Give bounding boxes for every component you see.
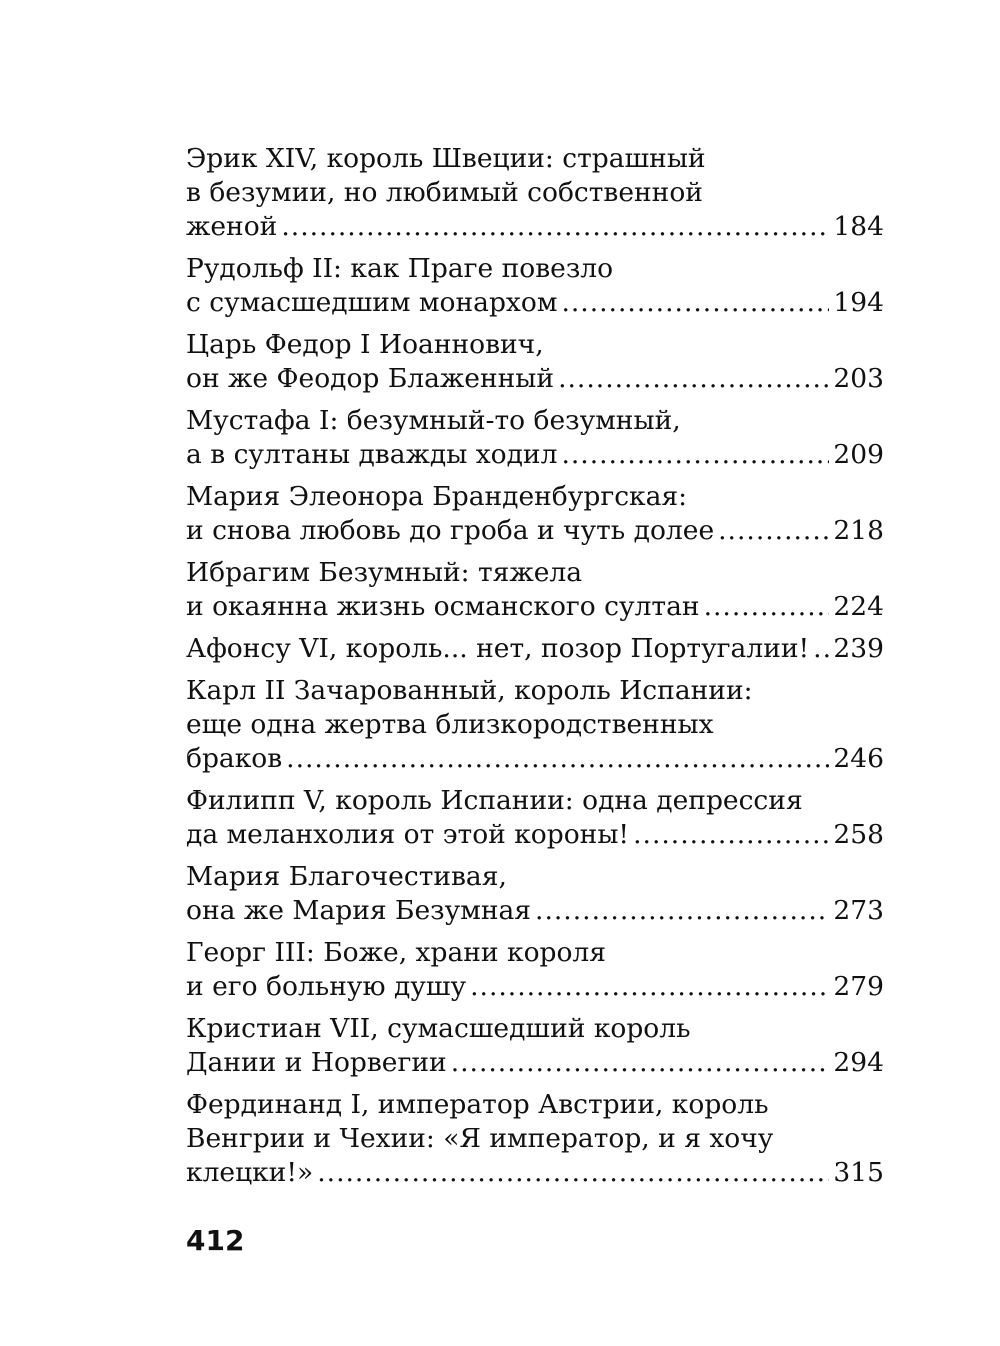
toc-entry[interactable] — [186, 784, 884, 852]
toc-page-number: 194 — [833, 287, 884, 318]
toc-page-number: 239 — [833, 633, 884, 664]
toc-entry[interactable] — [186, 674, 884, 776]
toc-entry-title-line: Филипп V, король Испании: одна депрессия — [186, 785, 803, 816]
toc-entry[interactable] — [186, 480, 884, 548]
toc-entry-title-end: он же Феодор Блаженный — [186, 363, 555, 394]
toc-entry-title-line: в безумии, но любимый собственной — [186, 177, 703, 208]
toc-entry-title-line: Венгрии и Чехии: «Я император, и я хочу — [186, 1123, 774, 1154]
toc-entry-final-line — [186, 438, 884, 472]
dot-leader — [561, 438, 829, 472]
toc-entry-title-line: Карл II Зачарованный, король Испании: — [186, 675, 753, 706]
toc-entry[interactable] — [186, 860, 884, 928]
dot-leader — [633, 818, 829, 852]
toc-entry-title-line: Эрик XIV, король Швеции: страшный — [186, 143, 706, 174]
dot-leader — [561, 286, 829, 320]
toc-entry[interactable] — [186, 936, 884, 1004]
toc-entry-title-line: Царь Федор I Иоаннович, — [186, 329, 544, 360]
dot-leader — [451, 1046, 830, 1080]
toc-entry-title-end: Дании и Норвегии — [186, 1047, 447, 1078]
toc-page-number: 279 — [833, 971, 884, 1002]
toc-entry-title-line: Георг III: Боже, храни короля — [186, 937, 606, 968]
toc-entry[interactable] — [186, 142, 884, 244]
toc-entry[interactable] — [186, 404, 884, 472]
toc-entry-final-line — [186, 590, 884, 624]
toc-entry[interactable] — [186, 252, 884, 320]
page-number: 412 — [186, 1224, 245, 1257]
toc-page-number: 224 — [833, 591, 884, 622]
toc-entry-title-line: Ибрагим Безумный: тяжела — [186, 557, 583, 588]
toc-entry-title-end: браков — [186, 743, 283, 774]
toc-entry[interactable] — [186, 556, 884, 624]
toc-page-number: 315 — [833, 1157, 884, 1188]
dot-leader — [286, 742, 829, 776]
toc-entry-title-end: и окаянна жизнь османского султан — [186, 591, 700, 622]
toc-entry[interactable] — [186, 328, 884, 396]
dot-leader — [813, 632, 829, 666]
dot-leader — [317, 1156, 829, 1190]
toc-entry-title-line: Рудольф II: как Праге повезло — [186, 253, 614, 284]
toc-entry-title-end: а в султаны дважды ходил — [186, 439, 558, 470]
toc-entry-title-line: Мустафа I: безумный-то безумный, — [186, 405, 681, 436]
toc-entry-final-line — [186, 1156, 884, 1190]
toc-entry-title-line: Кристиан VII, сумасшедший король — [186, 1013, 691, 1044]
toc-entry-title-end: и его больную душу — [186, 971, 467, 1002]
toc-entry-final-line — [186, 970, 884, 1004]
dot-leader — [558, 362, 829, 396]
toc-entry-title-end: с сумасшедшим монархом — [186, 287, 558, 318]
toc-entry-final-line — [186, 818, 884, 852]
table-of-contents — [186, 142, 884, 1198]
toc-page-number: 184 — [833, 211, 884, 242]
toc-page-number: 246 — [833, 743, 884, 774]
toc-entry-final-line — [186, 632, 884, 666]
toc-entry-final-line — [186, 514, 884, 548]
toc-entry-title-end: она же Мария Безумная — [186, 895, 532, 926]
toc-entry[interactable] — [186, 1088, 884, 1190]
toc-entry-title-line: еще одна жертва близкородственных — [186, 709, 714, 740]
toc-page-number: 203 — [833, 363, 884, 394]
toc-entry-title-end: женой — [186, 211, 278, 242]
toc-entry-final-line — [186, 286, 884, 320]
toc-entry[interactable] — [186, 1012, 884, 1080]
toc-entry-final-line — [186, 362, 884, 396]
toc-page-number: 273 — [833, 895, 884, 926]
toc-entry-title-line: Мария Благочестивая, — [186, 861, 507, 892]
toc-page-number: 294 — [833, 1047, 884, 1078]
toc-entry-title-line: Мария Элеонора Бранденбургская: — [186, 481, 688, 512]
toc-page-number: 258 — [833, 819, 884, 850]
toc-entry-final-line — [186, 1046, 884, 1080]
toc-entry[interactable] — [186, 632, 884, 666]
dot-leader — [718, 514, 829, 548]
toc-entry-final-line — [186, 894, 884, 928]
toc-entry-title-end: клецки!» — [186, 1157, 314, 1188]
toc-entry-title-end: Афонсу VI, король... нет, позор Португалии! — [186, 633, 810, 664]
toc-page-number: 209 — [833, 439, 884, 470]
dot-leader — [704, 590, 830, 624]
dot-leader — [535, 894, 829, 928]
dot-leader — [281, 210, 829, 244]
toc-entry-final-line — [186, 742, 884, 776]
toc-entry-title-end: да меланхолия от этой короны! — [186, 819, 630, 850]
toc-entry-title-line: Фердинанд I, император Австрии, король — [186, 1089, 769, 1120]
toc-page-number: 218 — [833, 515, 884, 546]
toc-entry-final-line — [186, 210, 884, 244]
toc-entry-title-end: и снова любовь до гроба и чуть долее — [186, 515, 715, 546]
dot-leader — [470, 970, 829, 1004]
